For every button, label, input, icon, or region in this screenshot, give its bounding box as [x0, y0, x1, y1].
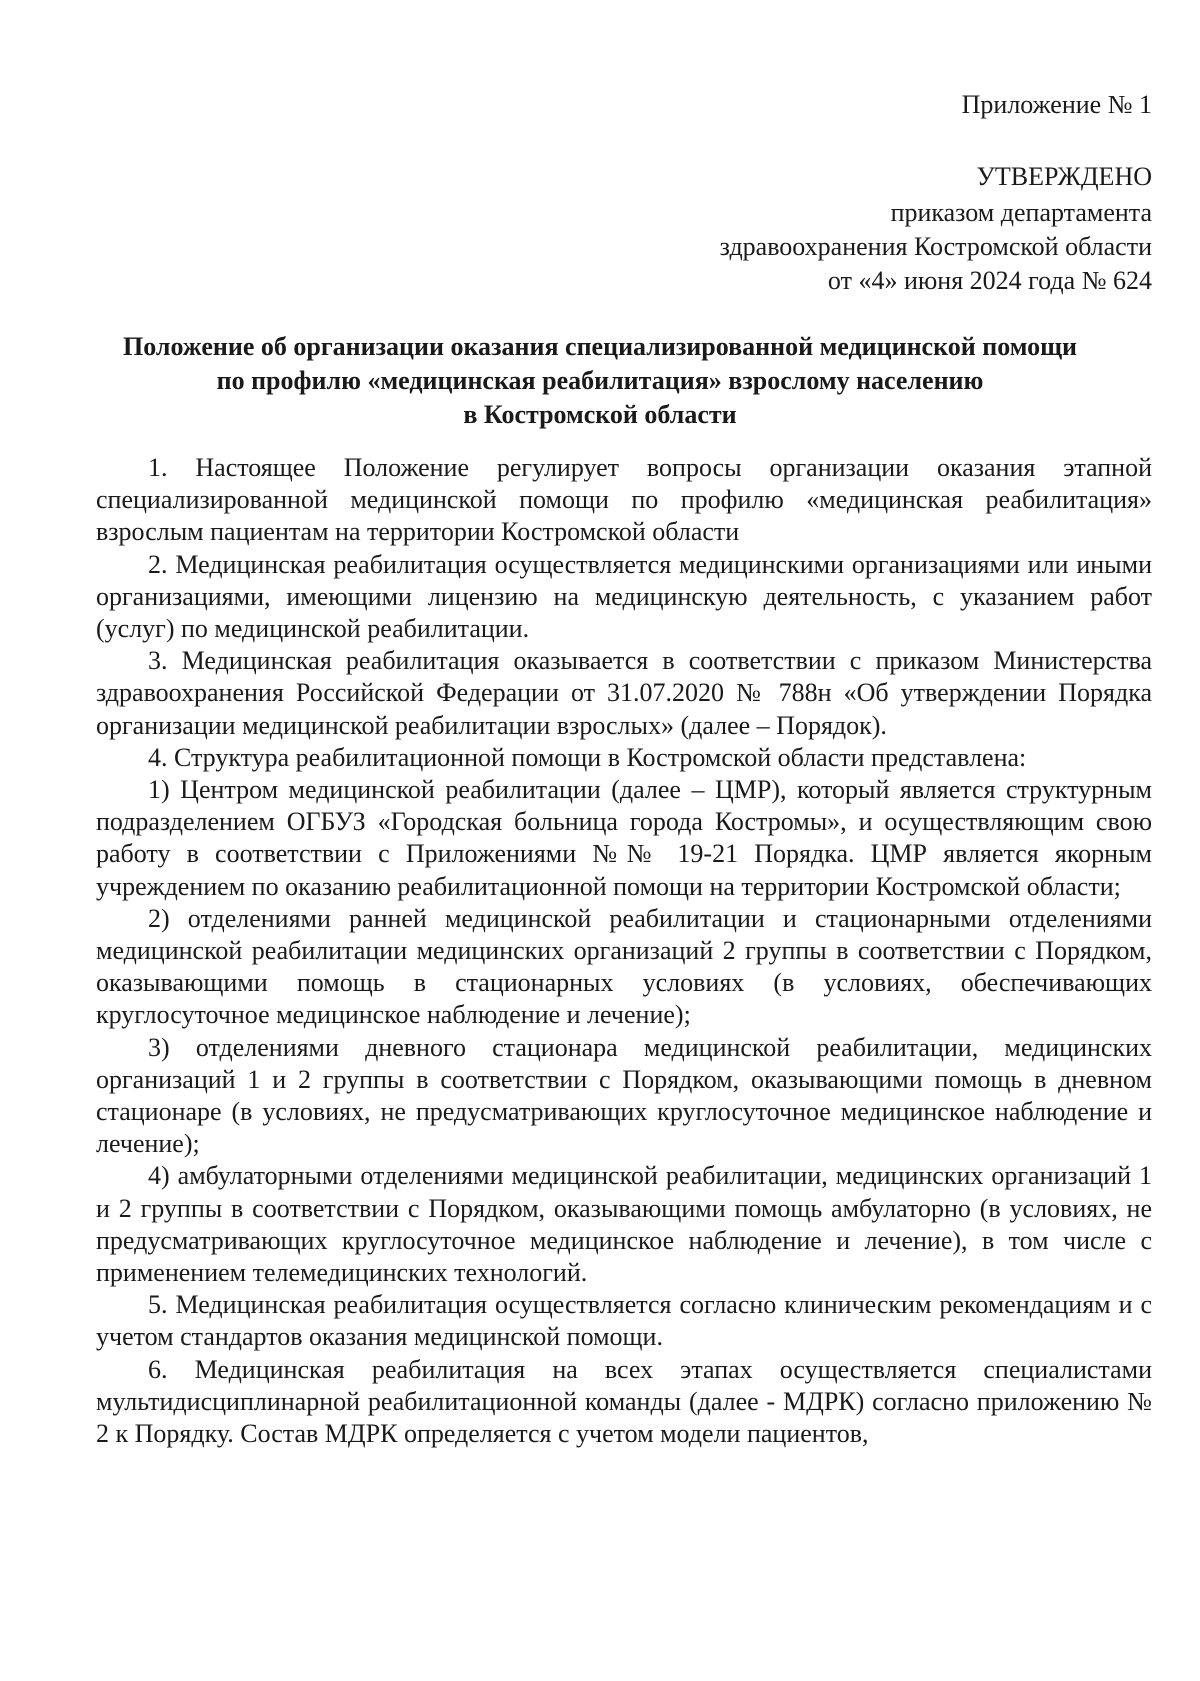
paragraph-5: 5. Медицинская реабилитация осуществляется согласно клиническим рекомендациям и с учетом стандартов оказания медицинской помощи.	[96, 1290, 1152, 1352]
paragraph-1: 1. Настоящее Положение регулирует вопросы организации оказания этапной специализированной медицинской помощи по профилю «медицинская реабилитация» взрослым пациентам на территории Костромской области	[96, 453, 1152, 547]
appendix-number: Приложение № 1	[961, 90, 1152, 119]
document-title	[60, 330, 1140, 432]
approved-stamp-text: УТВЕРЖДЕНО	[976, 162, 1152, 191]
paragraph-4: 4. Структура реабилитационной помощи в Костромской области представлена:	[148, 742, 1027, 772]
document-title-line-2: по профилю «медицинская реабилитация» взрослому населению	[216, 366, 984, 395]
paragraph-4-item-1: 1) Центром медицинской реабилитации (далее – ЦМР), который является структурным подразделением ОГБУЗ «Городская больница города Костромы», и осуществляющим свою работу в соответствии с Приложениями №№ 19-21 Порядка. ЦМР является якорным учреждением по оказанию реабилитационной помощи на территории Костромской области;	[96, 775, 1152, 901]
paragraph-2: 2. Медицинская реабилитация осуществляется медицинскими организациями или иными организациями, имеющими лицензию на медицинскую деятельность, с указанием работ (услуг) по медицинской реабилитации.	[96, 549, 1152, 644]
paragraph-4-item-4: 4) амбулаторными отделениями медицинской реабилитации, медицинских организаций 1 и 2 группы в соответствии с Порядком, оказывающими помощь амбулаторно (в условиях, не предусматривающих круглосуточное медицинское наблюдение и лечение), в том числе с применением телемедицинских технологий.	[96, 1161, 1152, 1288]
paragraph-3: 3. Медицинская реабилитация оказывается в соответствии с приказом Министерства здравоохранения Российской Федерации от 31.07.2020 № 788н «Об утверждении Порядка организации медицинской реабилитации взрослых» (далее – Порядок).	[96, 646, 1152, 740]
paragraph-4-item-3: 3) отделениями дневного стационара медицинской реабилитации, медицинских организаций 1 и 2 группы в соответствии с Порядком, оказывающими помощь в дневном стационаре (в условиях, не предусматривающих круглосуточное медицинское наблюдение и лечение);	[96, 1032, 1152, 1159]
paragraph-4-item-2: 2) отделениями ранней медицинской реабилитации и стационарными отделениями медицинской реабилитации медицинских организаций 2 группы в соответствии с Порядком, оказывающими помощь в стационарных условиях (в условиях, обеспечивающих круглосуточное медицинское наблюдение и лечение);	[96, 903, 1152, 1030]
approval-date-line: от «4» июня 2024 года № 624	[827, 266, 1152, 295]
document-title-line-1: Положение об организации оказания специализированной медицинской помощи	[122, 332, 1077, 361]
approval-block	[720, 88, 1152, 298]
document-title-line-3: в Костромской области	[463, 400, 737, 429]
approval-order-line: приказом департамента	[890, 198, 1152, 227]
approval-department-line: здравоохранения Костромской области	[719, 232, 1152, 261]
paragraph-6: 6. Медицинская реабилитация на всех этапах осуществляется специалистами мультидисциплинарной реабилитационной команды (далее - МДРК) согласно приложению № 2 к Порядку. Состав МДРК определяется с учетом модели пациентов,	[96, 1354, 1152, 1449]
document-body	[96, 452, 1152, 1450]
